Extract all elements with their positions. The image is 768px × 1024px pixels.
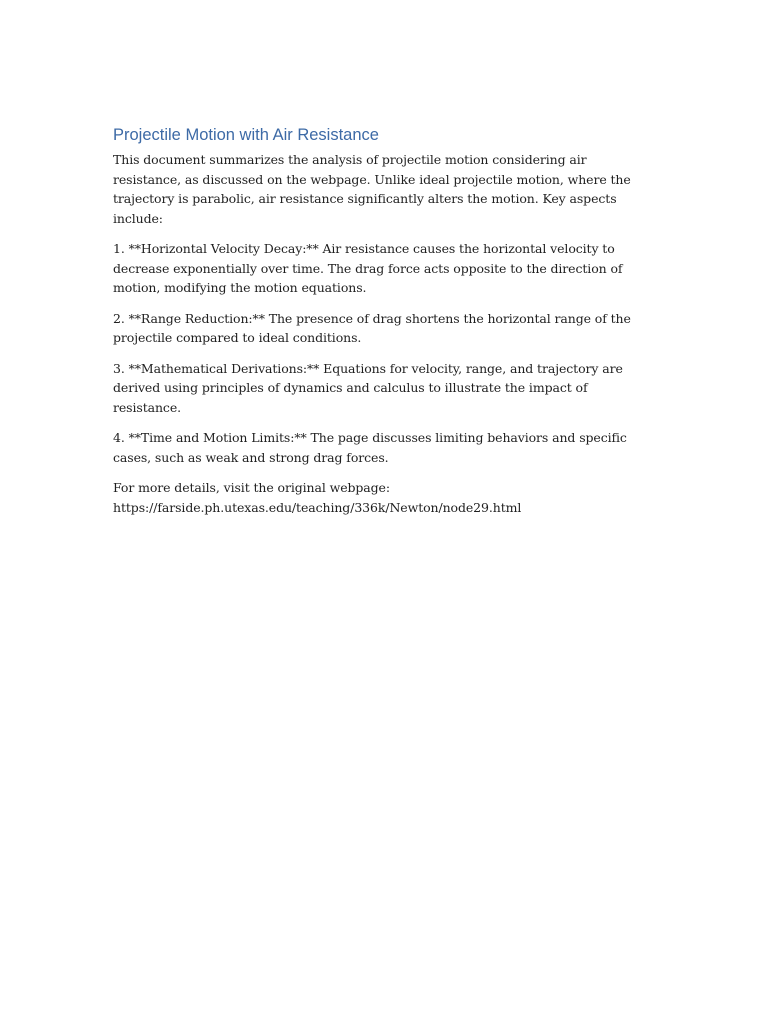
document-body — [113, 124, 658, 528]
intro-paragraph: This document summarizes the analysis of projectile motion considering air resistance, as discussed on the webpage. Unlike ideal projectile motion, where the trajectory is parabolic, air resistance significantly alters the motion. Key aspects include: — [113, 152, 631, 226]
document-title: Projectile Motion with Air Resistance — [113, 126, 379, 144]
point-range-reduction: 2. **Range Reduction:** The presence of drag shortens the horizontal range of the projectile compared to ideal conditions. — [113, 310, 631, 345]
more-details-paragraph — [113, 478, 658, 517]
point-horizontal-velocity-decay: 1. **Horizontal Velocity Decay:** Air resistance causes the horizontal velocity to decrease exponentially over time. The drag force acts opposite to the direction of motion, modifying the motion equations. — [113, 241, 623, 295]
point-mathematical-derivations: 3. **Mathematical Derivations:** Equations for velocity, range, and trajectory are derived using principles of dynamics and calculus to illustrate the impact of resistance. — [113, 360, 623, 415]
more-details-label: For more details, visit the original webpage: — [113, 480, 390, 495]
source-url: https://farside.ph.utexas.edu/teaching/336k/Newton/node29.html — [113, 499, 522, 515]
point-time-and-motion-limits: 4. **Time and Motion Limits:** The page discusses limiting behaviors and specific cases, such as weak and strong drag forces. — [113, 430, 627, 465]
